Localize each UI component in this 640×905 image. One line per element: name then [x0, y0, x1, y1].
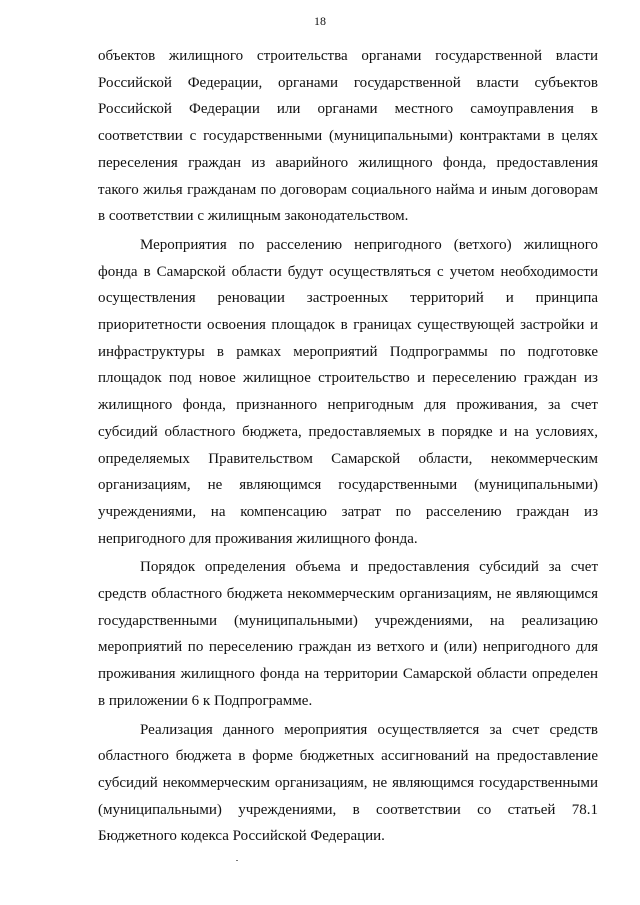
paragraph-implementation: Реализация данного мероприятия осуществляется за счет средств областного бюджета в форме бюджетных ассигнований на предоставление субсидий некоммерческим организациям, не являющимся государственными (муниципальными) учреждениями, в соответствии со статьей 78.1 Бюджетного кодекса Российской Федерации.	[98, 721, 598, 845]
paragraph-subsidy-procedure: Порядок определения объема и предоставления субсидий за счет средств областного бюджета некоммерческим организациям, не являющимся государственными (муниципальными) учреждениями, на реализацию мероприятий по переселению граждан из ветхого и (или) непригодного для проживания жилищного фонда на территории Самарской области определен в приложении 6 к Подпрограмме.	[98, 559, 598, 709]
scan-speck	[236, 860, 238, 861]
page-number: 18	[314, 14, 326, 28]
document-body	[98, 43, 598, 850]
paragraph-continuation: объектов жилищного строительства органами государственной власти Российской Федерации, органами государственной власти субъектов Российской Федерации или органами местного самоуправления в соответствии с государственными (муниципальными) контрактами в целях переселения граждан из аварийного жилищного фонда, предоставления такого жилья гражданам по договорам социального найма и иным договорам в соответствии с жилищным законодательством.	[98, 48, 598, 225]
paragraph-resettlement-measures: Мероприятия по расселению непригодного (ветхого) жилищного фонда в Самарской области будут осуществляться с учетом необходимости осуществления реновации застроенных территорий и принципа приоритетности освоения площадок в границах существующей застройки и инфраструктуры в рамках мероприятий Подпрограммы по подготовке площадок под новое жилищное строительство и переселению граждан из жилищного фонда, признанного непригодным для проживания, за счет субсидий областного бюджета, предоставляемых в порядке и на условиях, определяемых Правительством Самарской области, некоммерческим организациям, не являющимся государственными (муниципальными) учреждениями, на компенсацию затрат по расселению граждан из непригодного для проживания жилищного фонда.	[98, 236, 598, 547]
